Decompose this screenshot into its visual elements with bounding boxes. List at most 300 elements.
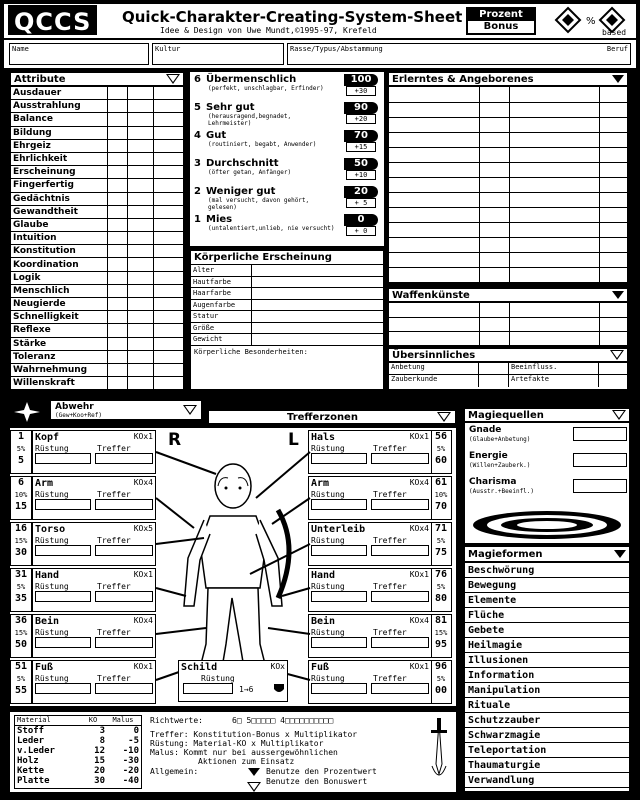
attribute-row[interactable]: [11, 364, 183, 377]
level-bonus: +10: [346, 170, 376, 180]
schild-ko: KOx: [270, 662, 285, 671]
level-row: [190, 184, 384, 210]
based-label: based: [602, 28, 627, 37]
attribute-row[interactable]: [11, 179, 183, 192]
magieform-name: Heilmagie: [468, 639, 523, 651]
erlerntes-title: Erlerntes & Angeborenes: [392, 73, 534, 85]
level-row: [190, 212, 384, 238]
schild-ruestung-field[interactable]: [183, 683, 233, 694]
ruestung-label: Rüstung: [35, 490, 69, 499]
attribute-row[interactable]: [11, 100, 183, 113]
erlerntes-panel: [388, 72, 628, 284]
zone-range-start: 6: [17, 477, 25, 488]
level-desc: (untalentiert,unlieb, nie versucht): [208, 225, 335, 232]
magieform-row[interactable]: [465, 653, 629, 668]
magiequelle-name: Charisma: [469, 477, 517, 487]
attribute-label: Koordination: [13, 259, 79, 270]
name-label: Name: [12, 45, 29, 53]
level-name: Durchschnitt: [206, 158, 279, 169]
rasse-label: Rasse/Typus/Abstammung: [290, 45, 383, 53]
material-malus: -30: [122, 756, 139, 766]
combat-section: [4, 396, 460, 796]
magieform-row[interactable]: [465, 683, 629, 698]
zone-range-end: 70: [434, 501, 448, 512]
koerper-row[interactable]: [191, 265, 383, 277]
zone-name: Unterleib: [311, 524, 366, 535]
level-name: Mies: [206, 214, 233, 225]
attribute-label: Schnelligkeit: [13, 312, 79, 323]
magieform-name: Illusionen: [468, 654, 529, 666]
dropdown-icon[interactable]: [612, 75, 624, 83]
mode-toggle[interactable]: [466, 7, 536, 35]
besonderheiten-label: Körperliche Besonderheiten:: [194, 347, 308, 356]
level-name: Sehr gut: [206, 102, 255, 113]
zone-name: Hand: [35, 570, 60, 581]
attribute-row[interactable]: [11, 285, 183, 298]
zone-ko: KOx1: [133, 570, 153, 579]
zone-name: Torso: [35, 524, 66, 535]
koerper-label: Alter: [193, 266, 215, 275]
magiequelle-sub: (Glaube+Anbetung): [469, 436, 531, 443]
waffen-title: Waffenkünste: [392, 289, 470, 301]
level-desc: (routiniert, begabt, Anwender): [208, 141, 317, 148]
zone-ko: KOx1: [409, 570, 429, 579]
level-value: 100: [344, 74, 378, 86]
attribute-label: Glaube: [13, 219, 49, 230]
zone-ko: KOx4: [133, 616, 153, 625]
koerper-row[interactable]: [191, 323, 383, 335]
attribute-row[interactable]: [11, 193, 183, 206]
magieform-name: Beschwörung: [468, 564, 535, 576]
attribute-row[interactable]: [11, 87, 183, 100]
waffen-panel: [388, 288, 628, 346]
beruf-label: Beruf: [606, 45, 628, 53]
material-ko: 30: [94, 776, 105, 786]
zone-range-end: 35: [14, 593, 28, 604]
attribute-label: Gedächtnis: [13, 193, 70, 204]
level-bonus: + 0: [346, 226, 376, 236]
koerper-row[interactable]: [191, 334, 383, 346]
magieform-row[interactable]: [465, 638, 629, 653]
treffer-label: Treffer: [97, 490, 131, 499]
zone-ko: KOx5: [133, 524, 153, 533]
dropdown-icon[interactable]: [437, 412, 451, 422]
magieform-row[interactable]: [465, 758, 629, 773]
material-row: [15, 776, 141, 786]
level-value: 0: [344, 214, 378, 226]
zone-range-end: 50: [14, 639, 28, 650]
magieform-name: Information: [468, 669, 535, 681]
level-name: Übermenschlich: [206, 74, 297, 85]
zone-range-end: 95: [434, 639, 448, 650]
material-malus: -5: [128, 736, 139, 746]
attribute-row[interactable]: [11, 298, 183, 311]
koerper-row[interactable]: [191, 288, 383, 300]
magieform-row[interactable]: [465, 578, 629, 593]
attribute-row[interactable]: [11, 232, 183, 245]
level-bonus: + 5: [346, 198, 376, 208]
level-value: 20: [344, 186, 378, 198]
magieform-row[interactable]: [465, 773, 629, 788]
attribute-label: Neugierde: [13, 299, 66, 310]
material-name: Stoff: [17, 726, 45, 736]
abwehr-sub: (Gew+Koo+Ref): [55, 412, 102, 419]
zone-range-start: 51: [14, 661, 28, 672]
prozent-label: Prozent: [468, 9, 534, 21]
zone-percent: 5%: [16, 583, 26, 591]
material-malus: -10: [122, 746, 139, 756]
zone-ko: KOx4: [133, 478, 153, 487]
trefferzonen-title: Trefferzonen: [287, 412, 358, 423]
koerper-label: Augenfarbe: [193, 300, 236, 309]
bonus-triangle-icon: [247, 782, 261, 792]
attribute-row[interactable]: [11, 153, 183, 166]
magieformen-title: Magieformen: [468, 548, 543, 560]
zone-ko: KOx4: [409, 616, 429, 625]
artefakte-label: Artefakte: [509, 375, 599, 387]
zone-percent: 10%: [14, 491, 28, 499]
zone-percent: 5%: [16, 675, 26, 683]
attribute-row[interactable]: [11, 324, 183, 337]
koerper-label: Größe: [193, 323, 215, 332]
magieform-name: Teleportation: [468, 744, 547, 756]
level-bonus: +15: [346, 142, 376, 152]
zone-range-end: 80: [434, 593, 448, 604]
level-number: 2: [194, 186, 201, 197]
magic-eye-icon: [469, 509, 625, 541]
koerper-row[interactable]: [191, 300, 383, 312]
level-value: 70: [344, 130, 378, 142]
material-name: Holz: [17, 756, 39, 766]
level-value: 50: [344, 158, 378, 170]
magieform-name: Verwandlung: [468, 774, 535, 786]
ruestung-label: Rüstung: [311, 628, 345, 637]
attribute-row[interactable]: [11, 258, 183, 271]
attribute-row[interactable]: [11, 272, 183, 285]
magieform-name: Manipulation: [468, 684, 541, 696]
level-desc: (mal versucht, davon gehört, gelesen): [208, 197, 310, 211]
zone-name: Fuß: [35, 662, 54, 673]
attribute-row[interactable]: [11, 166, 183, 179]
identity-row: [4, 40, 636, 68]
levels-panel: [190, 72, 384, 246]
attribute-row[interactable]: [11, 219, 183, 232]
magieform-row[interactable]: [465, 563, 629, 578]
material-ko: 20: [94, 766, 105, 776]
kultur-label: Kultur: [155, 45, 181, 53]
malus-header: Malus: [112, 716, 134, 724]
attribute-list: [11, 87, 183, 390]
magiequelle-field[interactable]: [573, 479, 627, 493]
attribute-row[interactable]: [11, 245, 183, 258]
material-malus: -20: [122, 766, 139, 776]
koerper-label: Gewicht: [193, 335, 223, 344]
ruestung-label: Rüstung: [35, 444, 69, 453]
magiequelle-row: [465, 423, 629, 449]
level-name: Gut: [206, 130, 227, 141]
attribute-label: Ausstrahlung: [13, 101, 81, 112]
material-row: [15, 756, 141, 766]
magiequelle-row: [465, 449, 629, 475]
level-number: 1: [194, 214, 201, 225]
treffer-rule: Treffer: Konstitution-Bonus x Multiplikator: [150, 730, 358, 739]
level-number: 6: [194, 74, 201, 85]
uebersinn-panel: [388, 348, 628, 390]
prozent-rule: Benutze den Prozentwert: [266, 767, 377, 776]
malus-rule-2: Aktionen zum Einsatz: [198, 757, 295, 766]
magiequelle-row: [465, 475, 629, 501]
compass-icon: [10, 400, 44, 424]
ruestung-label: Rüstung: [35, 582, 69, 591]
ko-header: KO: [88, 716, 98, 724]
schild-rule: 1→6: [239, 685, 254, 694]
sword-icon: [428, 716, 450, 786]
magieform-row[interactable]: [465, 623, 629, 638]
attribute-row[interactable]: [11, 311, 183, 324]
zone-ko: KOx1: [133, 662, 153, 671]
level-name: Weniger gut: [206, 186, 276, 197]
koerper-panel: [190, 250, 384, 390]
ruestung-label: Rüstung: [311, 490, 345, 499]
zone-name: Hand: [311, 570, 336, 581]
attribute-label: Toleranz: [13, 351, 56, 362]
koerper-label: Statur: [193, 312, 219, 321]
attribute-row[interactable]: [11, 351, 183, 364]
attribute-label: Konstitution: [13, 246, 76, 257]
magieform-name: Schutzzauber: [468, 714, 541, 726]
material-row: [15, 766, 141, 776]
level-value: 90: [344, 102, 378, 114]
magieform-row[interactable]: [465, 593, 629, 608]
beeinfluss-label: Beeinfluss.: [509, 363, 599, 374]
magiequellen-panel: [464, 408, 630, 544]
schild-ruestung-label: Rüstung: [201, 674, 235, 683]
zones-area: [10, 428, 456, 706]
level-bonus: +20: [346, 114, 376, 124]
abwehr-title: Abwehr: [55, 402, 94, 412]
ruestung-label: Rüstung: [311, 674, 345, 683]
attribute-label: Balance: [13, 114, 53, 125]
kultur-field[interactable]: [152, 43, 284, 65]
level-row: [190, 128, 384, 154]
schild-box[interactable]: [178, 660, 288, 702]
material-name: v.Leder: [17, 746, 55, 756]
attribute-row[interactable]: [11, 127, 183, 140]
magieform-name: Thaumaturgie: [468, 759, 541, 771]
level-number: 4: [194, 130, 201, 141]
dropdown-icon[interactable]: [610, 350, 624, 360]
level-bonus: +30: [346, 86, 376, 96]
attribute-row[interactable]: [11, 206, 183, 219]
zone-range-end: 15: [14, 501, 28, 512]
treffer-label: Treffer: [97, 582, 131, 591]
zone-ko: KOx1: [409, 662, 429, 671]
magieform-name: Schwarzmagie: [468, 729, 541, 741]
zone-ko: KOx1: [133, 432, 153, 441]
zone-range-start: 61: [434, 477, 448, 488]
zone-range-start: 76: [434, 569, 448, 580]
name-field[interactable]: [9, 43, 149, 65]
attribute-label: Stärke: [13, 338, 47, 349]
material-malus: -40: [122, 776, 139, 786]
zone-ko: KOx4: [409, 524, 429, 533]
material-name: Leder: [17, 736, 45, 746]
magieform-row[interactable]: [465, 743, 629, 758]
zone-range-end: 5: [17, 455, 25, 466]
material-ko: 8: [99, 736, 105, 746]
level-desc: (perfekt, unschlagbar, Erfinder): [208, 85, 324, 92]
anbetung-label: Anbetung: [389, 363, 479, 374]
rules-area: [10, 712, 456, 792]
zone-percent: 5%: [16, 445, 26, 453]
attribute-row[interactable]: [11, 338, 183, 351]
zone-range-start: 56: [434, 431, 448, 442]
zone-range-start: 36: [14, 615, 28, 626]
koerper-row[interactable]: [191, 311, 383, 323]
treffer-label: Treffer: [97, 536, 131, 545]
magieformen-panel: [464, 546, 630, 792]
material-table: [14, 715, 142, 789]
ruestung-label: Rüstung: [35, 674, 69, 683]
trefferzonen-bar: [208, 410, 456, 424]
magieform-name: Gebete: [468, 624, 505, 636]
zone-name: Arm: [35, 478, 54, 489]
zone-range-end: 30: [14, 547, 28, 558]
magieform-name: Flüche: [468, 609, 505, 621]
magiequelle-field[interactable]: [573, 427, 627, 441]
magieform-row[interactable]: [465, 668, 629, 683]
ruestung-label: Rüstung: [35, 536, 69, 545]
attribute-label: Intuition: [13, 233, 57, 244]
sheet-title: Quick-Charakter-Creating-System-Sheet: [122, 8, 463, 26]
treffer-label: Treffer: [373, 536, 407, 545]
attribute-label: Fingerfertig: [13, 180, 74, 191]
treffer-label: Treffer: [97, 444, 131, 453]
magieform-row[interactable]: [465, 698, 629, 713]
zone-name: Bein: [35, 616, 60, 627]
material-name: Platte: [17, 776, 50, 786]
zone-range-end: 00: [434, 685, 448, 696]
zone-percent: 5%: [436, 537, 446, 545]
treffer-label: Treffer: [97, 628, 131, 637]
dropdown-icon[interactable]: [612, 291, 624, 299]
schild-label: Schild: [181, 662, 218, 673]
material-ko: 12: [94, 746, 105, 756]
treffer-label: Treffer: [97, 674, 131, 683]
magiequelle-name: Gnade: [469, 425, 502, 435]
dropdown-icon[interactable]: [614, 550, 626, 558]
magiequelle-field[interactable]: [573, 453, 627, 467]
treffer-label: Treffer: [373, 444, 407, 453]
rasse-field[interactable]: [287, 43, 631, 65]
magieform-name: Bewegung: [468, 579, 517, 591]
attribute-row[interactable]: [11, 377, 183, 390]
treffer-label: Treffer: [373, 490, 407, 499]
abwehr-field[interactable]: [50, 400, 202, 420]
zone-ko: KOx4: [409, 478, 429, 487]
treffer-label: Treffer: [373, 674, 407, 683]
bonus-rule: Benutze den Bonuswert: [266, 777, 368, 786]
zone-range-start: 1: [17, 431, 25, 442]
level-desc: (herausragend,begnadet, Lehrmeister): [208, 113, 292, 127]
zone-range-end: 60: [434, 455, 448, 466]
level-row: [190, 72, 384, 98]
zone-ko: KOx1: [409, 432, 429, 441]
attribute-label: Ausdauer: [13, 88, 62, 99]
ruestung-rule: Rüstung: Material-KO x Multiplikator: [150, 739, 324, 748]
material-header: Material: [17, 716, 51, 724]
material-ko: 3: [99, 726, 105, 736]
credits: Idee & Design von Uwe Mundt,©1995-97, Krefeld: [160, 26, 377, 35]
treffer-label: Treffer: [373, 628, 407, 637]
zone-name: Bein: [311, 616, 336, 627]
shield-icon: [273, 683, 285, 695]
zone-range-start: 96: [434, 661, 448, 672]
attribute-row[interactable]: [11, 140, 183, 153]
zone-percent: 15%: [14, 629, 28, 637]
zone-percent: 5%: [436, 583, 446, 591]
zone-percent: 5%: [436, 675, 446, 683]
zone-name: Arm: [311, 478, 330, 489]
attribute-label: Menschlich: [13, 285, 70, 296]
attribute-label: Wahrnehmung: [13, 365, 88, 376]
attribute-label: Erscheinung: [13, 167, 76, 178]
zone-range-start: 71: [434, 523, 448, 534]
attribute-label: Bildung: [13, 127, 52, 138]
level-number: 3: [194, 158, 201, 169]
left-side-marker: L: [288, 430, 299, 450]
magieform-row[interactable]: [465, 608, 629, 623]
magiequelle-name: Energie: [469, 451, 508, 461]
zone-percent: 5%: [436, 445, 446, 453]
uebersinn-title: Übersinnliches: [392, 349, 476, 361]
koerper-label: Haarfarbe: [193, 289, 231, 298]
dropdown-icon[interactable]: [612, 410, 626, 420]
level-desc: (öfter getan, Anfänger): [208, 169, 292, 176]
attribute-label: Gewandtheit: [13, 206, 78, 217]
koerper-row[interactable]: [191, 277, 383, 289]
koerper-label: Hautfarbe: [193, 277, 231, 286]
material-row: [15, 726, 141, 736]
magieform-name: Elemente: [468, 594, 517, 606]
dropdown-icon[interactable]: [183, 405, 197, 415]
dropdown-icon[interactable]: [166, 74, 180, 84]
magieform-name: Rituale: [468, 699, 511, 711]
attribute-label: Ehrgeiz: [13, 140, 51, 151]
malus-rule: Malus: Kommt nur bei aussergewöhnlichen: [150, 748, 338, 757]
magieform-row[interactable]: [465, 728, 629, 743]
ruestung-label: Rüstung: [35, 628, 69, 637]
logo: QCCS: [8, 5, 97, 35]
material-ko: 15: [94, 756, 105, 766]
right-side-marker: R: [168, 430, 182, 450]
zone-percent: 10%: [434, 491, 448, 499]
richtwerte-values: 6□ 5□□□□□ 4□□□□□□□□□□: [232, 716, 334, 725]
attribute-label: Reflexe: [13, 325, 51, 336]
zone-range-start: 81: [434, 615, 448, 626]
level-number: 5: [194, 102, 201, 113]
magiequelle-sub: (Ausstr.+Beeinfl.): [469, 488, 535, 495]
magiequellen-title: Magiequellen: [468, 409, 544, 421]
level-row: [190, 100, 384, 126]
zone-range-end: 55: [14, 685, 28, 696]
magiequelle-sub: (Willen+Zauberk.): [469, 462, 531, 469]
treffer-label: Treffer: [373, 582, 407, 591]
koerper-title: Körperliche Erscheinung: [191, 251, 383, 265]
attribute-row[interactable]: [11, 113, 183, 126]
magieform-row[interactable]: [465, 713, 629, 728]
allgemein-label: Allgemein:: [150, 767, 199, 776]
